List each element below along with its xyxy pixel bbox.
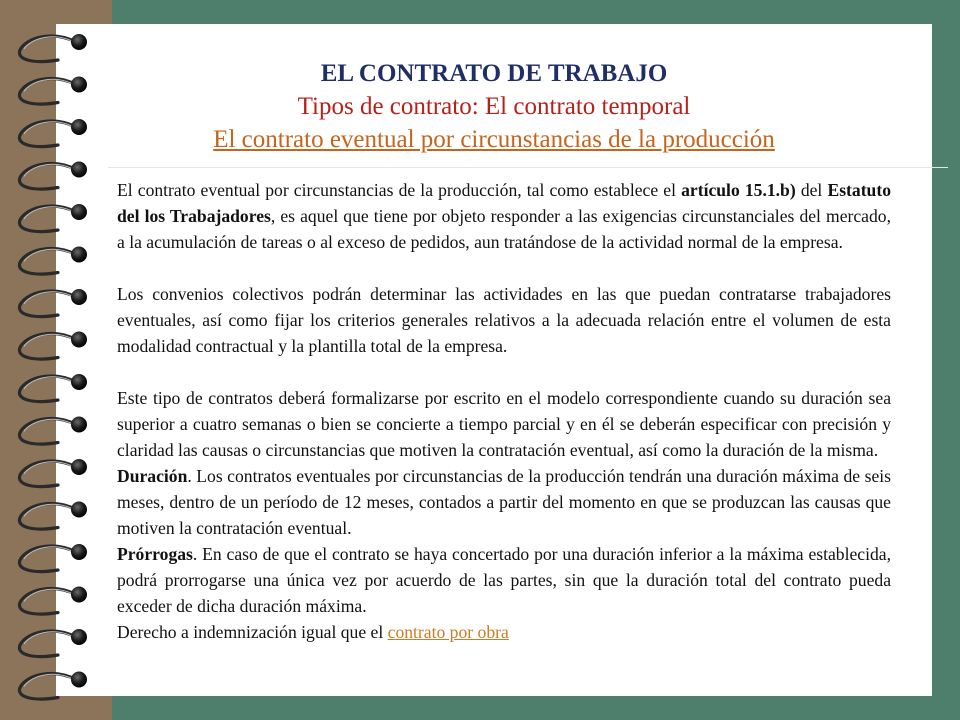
spiral-ring xyxy=(19,162,87,190)
paragraph-compensation: Derecho a indemnización igual que el contrato por obra xyxy=(117,622,509,642)
spiral-ring xyxy=(19,289,87,317)
spiral-ring xyxy=(19,34,87,62)
spiral-ring xyxy=(19,247,87,275)
spiral-ring xyxy=(19,417,87,445)
page-subtitle: Tipos de contrato: El contrato temporal xyxy=(297,93,691,120)
paragraph-duration: Duración. Los contratos eventuales por circunstancias de la producción tendrán una duración máxima de seis meses, dentro de un período de 12 meses, contados a partir del momento en que se produzcan las causas que motiven la contratación eventual. xyxy=(117,466,891,538)
header-divider xyxy=(108,167,948,168)
duration-label: Duración xyxy=(117,466,188,486)
page-title: EL CONTRATO DE TRABAJO xyxy=(320,60,668,87)
article-reference: artículo 15.1.b) xyxy=(681,180,796,200)
spiral-ring xyxy=(19,332,87,360)
spiral-ring xyxy=(19,544,87,572)
document-body xyxy=(117,177,891,645)
paragraph-formalization: Este tipo de contratos deberá formalizarse por escrito en el modelo correspondiente cuando su duración sea superior a cuatro semanas o bien se concierte a tiempo parcial y en él se deberán especificar con precisión y claridad las causas o circunstancias que motiven la contratación eventual, así como la duración de la misma. xyxy=(117,388,891,460)
spiral-ring xyxy=(19,374,87,402)
statute-reference: Estatuto del los Trabajadores xyxy=(117,180,891,226)
paragraph-convenios: Los convenios colectivos podrán determinar las actividades en las que puedan contratarse trabajadores eventuales, así como fijar los criterios generales relativos a la adecuada relación entre el volumen de esta modalidad contractual y la plantilla total de la empresa. xyxy=(117,284,891,356)
spiral-ring xyxy=(19,629,87,657)
topic-link-container xyxy=(56,126,932,154)
spiral-ring xyxy=(19,587,87,615)
spiral-ring xyxy=(19,672,87,700)
paragraph-definition: El contrato eventual por circunstancias de la producción, tal como establece el artículo 15.1.b) del Estatuto del los Trabajadores, es aquel que tiene por objeto responder a las exigencias circunstanciales del mercado, a la acumulación de tareas o al exceso de pedidos, aun tratándose de la actividad normal de la empresa. xyxy=(117,180,891,252)
spiral-ring xyxy=(19,459,87,487)
spiral-ring xyxy=(19,204,87,232)
extensions-label: Prórrogas xyxy=(117,544,193,564)
topic-link[interactable]: El contrato eventual por circunstancias de la producción xyxy=(213,126,775,153)
paragraph-extensions: Prórrogas. En caso de que el contrato se haya concertado por una duración inferior a la máxima establecida, podrá prorrogarse una única vez por acuerdo de las partes, sin que la duración total del contrato pueda exceder de dicha duración máxima. xyxy=(117,544,891,616)
spiral-ring xyxy=(19,502,87,530)
contrato-por-obra-link[interactable]: contrato por obra xyxy=(387,622,509,642)
